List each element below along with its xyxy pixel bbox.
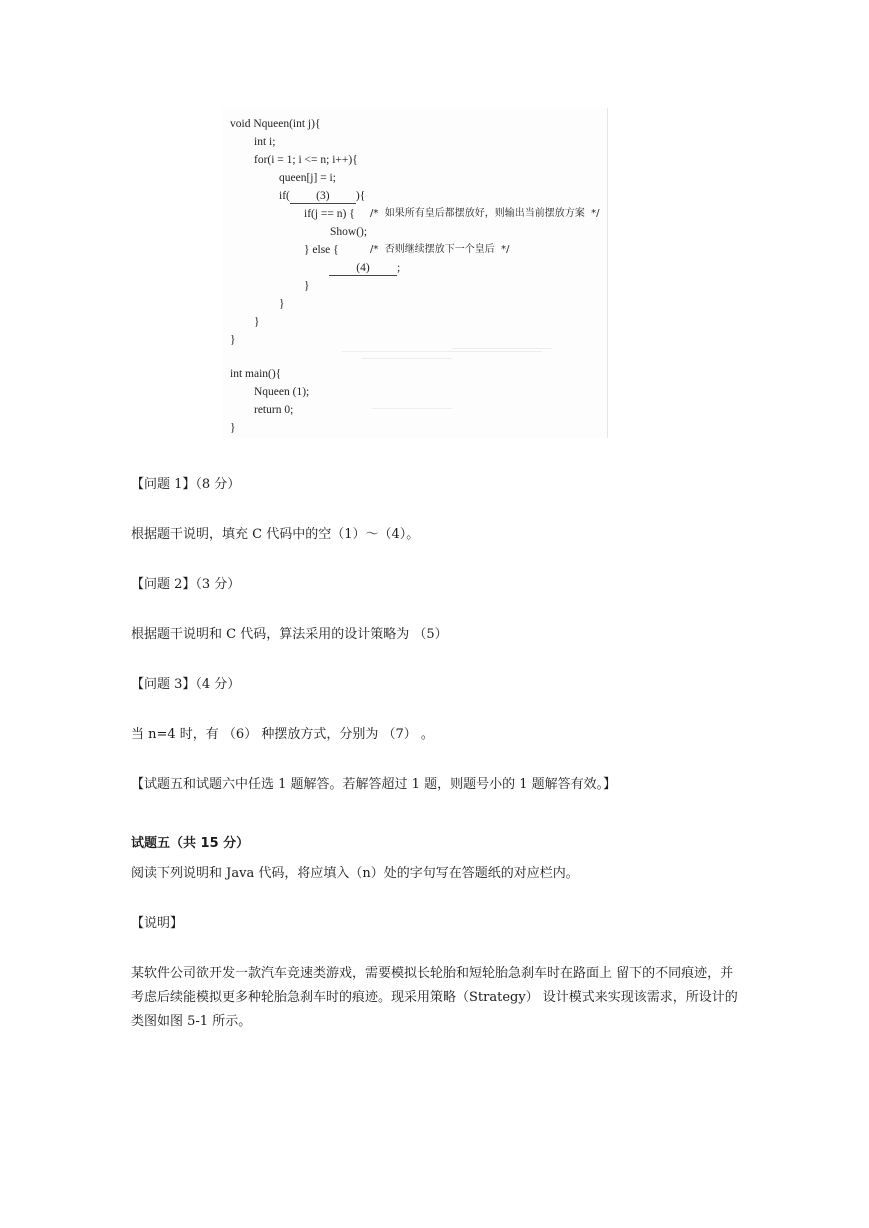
question-3-text: 当 n=4 时，有 （6） 种摆放方式，分别为 （7） 。 [131, 727, 434, 742]
code-line: } [279, 298, 285, 310]
code-line: } else { [304, 244, 339, 256]
code-comment: /* 否则继续摆放下一个皇后 */ [370, 244, 510, 255]
code-line: int main(){ [230, 368, 282, 380]
code-if-close: ){ [355, 190, 366, 202]
question-3-title: 【问题 3】（4 分） [131, 677, 241, 692]
blank-4: (4) [329, 261, 397, 276]
scan-edge [607, 108, 608, 438]
code-line: int i; [254, 136, 276, 148]
description-heading: 【说明】 [131, 916, 184, 931]
code-if: if( [279, 190, 290, 202]
blank-3: (3) [290, 189, 356, 204]
scan-artifact [362, 358, 452, 359]
selection-notice: 【试题五和试题六中任选 1 题解答。若解答超过 1 题，则题号小的 1 题解答有效。】 [131, 777, 617, 792]
code-image [222, 108, 608, 438]
code-line: } [304, 280, 310, 292]
code-semicolon: ; [397, 262, 401, 274]
question-2-title: 【问题 2】（3 分） [131, 577, 241, 592]
code-line: for(i = 1; i <= n; i++){ [254, 154, 358, 166]
code-line [279, 189, 365, 204]
code-line: } [230, 334, 236, 346]
code-line: Nqueen (1); [254, 386, 310, 398]
code-line [329, 261, 400, 276]
code-line: if(j == n) { [304, 208, 355, 220]
question-1-title: 【问题 1】（8 分） [131, 477, 241, 492]
code-line: Show(); [330, 226, 368, 238]
code-line: return 0; [254, 404, 294, 416]
question-1-text: 根据题干说明，填充 C 代码中的空（1）～（4）。 [131, 527, 420, 542]
section-5-title: 试题五（共 15 分） [131, 836, 250, 851]
code-line: } [230, 422, 236, 434]
code-line: } [254, 316, 260, 328]
scan-artifact [342, 351, 542, 352]
description-text: 某软件公司欲开发一款汽车竞速类游戏，需要模拟长轮胎和短轮胎急刹车时在路面上 留下的不同痕迹，并考虑后续能模拟更多种轮胎急刹车时的痕迹。现采用策略（Strategy） 设计模式来实现该需求，所设计的类图如图 5-1 所示。 [131, 966, 738, 1029]
scan-artifact [452, 348, 552, 349]
question-2-text: 根据题干说明和 C 代码，算法采用的设计策略为 （5） [131, 627, 448, 642]
code-line: void Nqueen(int j){ [230, 118, 321, 130]
code-comment: /* 如果所有皇后都摆放好，则输出当前摆放方案 */ [370, 208, 600, 219]
code-line: queen[j] = i; [279, 172, 336, 184]
section-5-intro: 阅读下列说明和 Java 代码，将应填入（n）处的字句写在答题纸的对应栏内。 [131, 866, 579, 881]
scan-artifact [372, 408, 452, 409]
